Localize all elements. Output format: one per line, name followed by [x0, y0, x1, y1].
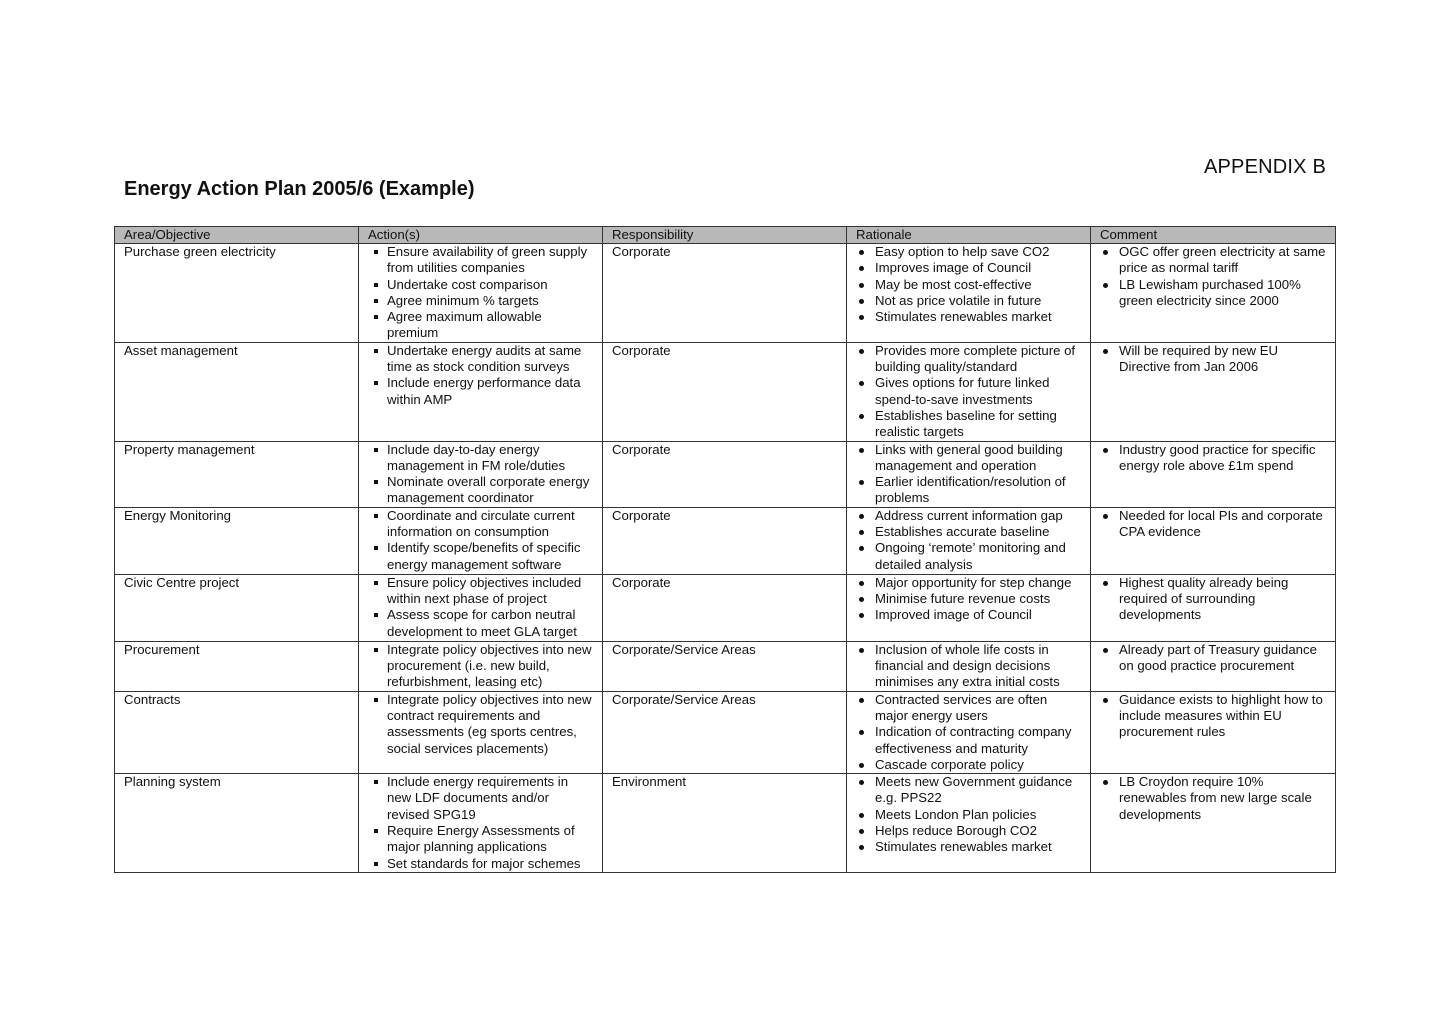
cell-actions [359, 244, 603, 343]
rationale-list [856, 642, 1082, 691]
rationale-item: Not as price volatile in future [856, 293, 1082, 309]
table-row [115, 342, 1336, 441]
comment-list [1100, 774, 1327, 823]
rationale-item: Cascade corporate policy [856, 757, 1082, 773]
rationale-list [856, 442, 1082, 507]
action-item: Ensure policy objectives included within next phase of project [368, 575, 594, 608]
cell-area-objective: Contracts [115, 691, 359, 773]
cell-actions [359, 342, 603, 441]
comment-list [1100, 692, 1327, 741]
cell-responsibility: Corporate/Service Areas [603, 641, 847, 691]
header-responsibility: Responsibility [603, 227, 847, 244]
cell-rationale [847, 641, 1091, 691]
header-area-objective: Area/Objective [115, 227, 359, 244]
table-row [115, 574, 1336, 641]
action-item: Require Energy Assessments of major planning applications [368, 823, 594, 856]
cell-actions [359, 691, 603, 773]
comment-item: Will be required by new EU Directive from Jan 2006 [1100, 343, 1327, 376]
action-item: Agree maximum allowable premium [368, 309, 594, 342]
cell-responsibility: Corporate [603, 244, 847, 343]
cell-responsibility: Environment [603, 774, 847, 873]
actions-list [368, 575, 594, 640]
rationale-item: Easy option to help save CO2 [856, 244, 1082, 260]
cell-rationale [847, 774, 1091, 873]
cell-comment [1091, 574, 1336, 641]
cell-responsibility: Corporate [603, 507, 847, 574]
cell-actions [359, 441, 603, 507]
comment-list [1100, 575, 1327, 624]
rationale-list [856, 692, 1082, 773]
rationale-item: Provides more complete picture of building quality/standard [856, 343, 1082, 376]
cell-actions [359, 641, 603, 691]
cell-rationale [847, 691, 1091, 773]
rationale-item: Gives options for future linked spend-to-save investments [856, 375, 1082, 408]
rationale-item: Improved image of Council [856, 607, 1082, 623]
rationale-list [856, 508, 1082, 573]
header-actions: Action(s) [359, 227, 603, 244]
cell-area-objective: Energy Monitoring [115, 507, 359, 574]
page-title: Energy Action Plan 2005/6 (Example) [124, 178, 475, 200]
cell-actions [359, 574, 603, 641]
table-header-row [115, 227, 1336, 244]
action-item: Include day-to-day energy management in FM role/duties [368, 442, 594, 475]
cell-area-objective: Property management [115, 441, 359, 507]
rationale-item: Inclusion of whole life costs in financial and design decisions minimises any extra initial costs [856, 642, 1082, 691]
comment-item: LB Croydon require 10% renewables from new large scale developments [1100, 774, 1327, 823]
action-item: Include energy requirements in new LDF documents and/or revised SPG19 [368, 774, 594, 823]
cell-rationale [847, 342, 1091, 441]
table-row [115, 641, 1336, 691]
cell-comment [1091, 691, 1336, 773]
rationale-item: Minimise future revenue costs [856, 591, 1082, 607]
rationale-item: Establishes accurate baseline [856, 524, 1082, 540]
comment-item: OGC offer green electricity at same price as normal tariff [1100, 244, 1327, 277]
cell-responsibility: Corporate [603, 342, 847, 441]
table-row [115, 691, 1336, 773]
table-row [115, 244, 1336, 343]
action-item: Set standards for major schemes [368, 856, 594, 872]
cell-rationale [847, 574, 1091, 641]
action-item: Identify scope/benefits of specific energy management software [368, 540, 594, 573]
header-rationale: Rationale [847, 227, 1091, 244]
rationale-item: Helps reduce Borough CO2 [856, 823, 1082, 839]
cell-area-objective: Asset management [115, 342, 359, 441]
actions-list [368, 244, 594, 342]
cell-rationale [847, 244, 1091, 343]
cell-responsibility: Corporate [603, 574, 847, 641]
actions-list [368, 642, 594, 691]
rationale-list [856, 575, 1082, 624]
comment-list [1100, 343, 1327, 376]
rationale-item: Address current information gap [856, 508, 1082, 524]
cell-comment [1091, 641, 1336, 691]
cell-area-objective: Purchase green electricity [115, 244, 359, 343]
appendix-label: APPENDIX B [1203, 156, 1326, 178]
action-item: Undertake cost comparison [368, 277, 594, 293]
rationale-item: Earlier identification/resolution of problems [856, 474, 1082, 507]
table-body [115, 244, 1336, 873]
cell-area-objective: Procurement [115, 641, 359, 691]
cell-area-objective: Civic Centre project [115, 574, 359, 641]
cell-actions [359, 774, 603, 873]
action-item: Nominate overall corporate energy management coordinator [368, 474, 594, 507]
actions-list [368, 442, 594, 507]
rationale-item: Stimulates renewables market [856, 839, 1082, 855]
cell-responsibility: Corporate/Service Areas [603, 691, 847, 773]
cell-comment [1091, 507, 1336, 574]
comment-list [1100, 442, 1327, 475]
rationale-item: May be most cost-effective [856, 277, 1082, 293]
rationale-item: Meets new Government guidance e.g. PPS22 [856, 774, 1082, 807]
comment-list [1100, 244, 1327, 309]
rationale-item: Ongoing ‘remote’ monitoring and detailed analysis [856, 540, 1082, 573]
action-item: Include energy performance data within AMP [368, 375, 594, 408]
action-item: Integrate policy objectives into new contract requirements and assessments (eg sports centres, social services placements) [368, 692, 594, 757]
rationale-list [856, 774, 1082, 855]
actions-list [368, 343, 594, 408]
cell-comment [1091, 774, 1336, 873]
rationale-item: Contracted services are often major energy users [856, 692, 1082, 725]
comment-item: Industry good practice for specific energy role above £1m spend [1100, 442, 1327, 475]
action-item: Coordinate and circulate current information on consumption [368, 508, 594, 541]
table-row [115, 507, 1336, 574]
header-comment: Comment [1091, 227, 1336, 244]
comment-list [1100, 508, 1327, 541]
action-item: Assess scope for carbon neutral development to meet GLA target [368, 607, 594, 640]
actions-list [368, 692, 594, 757]
cell-responsibility: Corporate [603, 441, 847, 507]
rationale-item: Meets London Plan policies [856, 807, 1082, 823]
action-item: Ensure availability of green supply from utilities companies [368, 244, 594, 277]
comment-list [1100, 642, 1327, 675]
actions-list [368, 774, 594, 872]
rationale-list [856, 244, 1082, 325]
cell-comment [1091, 342, 1336, 441]
comment-item: Highest quality already being required of surrounding developments [1100, 575, 1327, 624]
comment-item: LB Lewisham purchased 100% green electricity since 2000 [1100, 277, 1327, 310]
table-row [115, 441, 1336, 507]
rationale-item: Stimulates renewables market [856, 309, 1082, 325]
cell-comment [1091, 244, 1336, 343]
rationale-item: Major opportunity for step change [856, 575, 1082, 591]
action-item: Undertake energy audits at same time as stock condition surveys [368, 343, 594, 376]
rationale-item: Improves image of Council [856, 260, 1082, 276]
energy-action-plan-table [114, 226, 1336, 873]
rationale-item: Establishes baseline for setting realistic targets [856, 408, 1082, 441]
cell-rationale [847, 441, 1091, 507]
cell-actions [359, 507, 603, 574]
comment-item: Already part of Treasury guidance on good practice procurement [1100, 642, 1327, 675]
rationale-item: Links with general good building management and operation [856, 442, 1082, 475]
action-item: Integrate policy objectives into new procurement (i.e. new build, refurbishment, leasing etc) [368, 642, 594, 691]
table-row [115, 774, 1336, 873]
cell-rationale [847, 507, 1091, 574]
action-item: Agree minimum % targets [368, 293, 594, 309]
rationale-list [856, 343, 1082, 441]
actions-list [368, 508, 594, 573]
cell-comment [1091, 441, 1336, 507]
cell-area-objective: Planning system [115, 774, 359, 873]
comment-item: Needed for local PIs and corporate CPA evidence [1100, 508, 1327, 541]
comment-item: Guidance exists to highlight how to include measures within EU procurement rules [1100, 692, 1327, 741]
rationale-item: Indication of contracting company effectiveness and maturity [856, 724, 1082, 757]
